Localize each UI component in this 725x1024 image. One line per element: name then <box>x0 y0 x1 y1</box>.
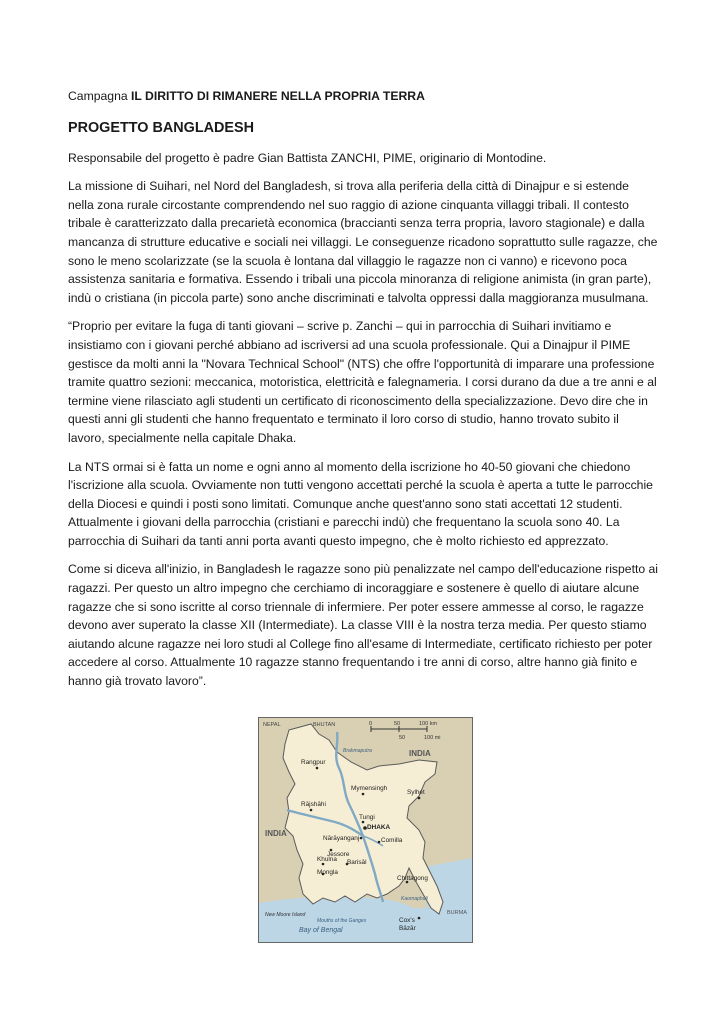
girls-paragraph: Come si diceva all'inizio, in Bangladesh le ragazze sono più penalizzate nel campo dell'educazione rispetto ai ragazzi. Per questo un altro impegno che cerchiamo di incoraggiare e sostenere è quello di aiutare alcune ragazze che si sono iscritte al corso triennale di infermiere. Per poter essere ammesse al corso, le ragazze devono aver superato la classe XII (Intermediate). La classe VIII è la nostra terza media. Per questo stiamo aiutando alcune ragazze nei loro studi al College fino all'esame di Intermediate, certificato richiesto per poter accedere al corso. Attualmente 10 ragazze stanno frequentando i tre anni di corso, altre hanno già finito e hanno già trovato lavoro”. <box>68 562 659 689</box>
scale-label-100mi: 100 mi <box>424 735 441 741</box>
bangladesh-map <box>258 717 473 943</box>
city-dot-rangpur <box>316 767 319 770</box>
scale-label-50: 50 <box>394 721 401 727</box>
city-narayanganj: Nārāyanganj <box>323 835 360 842</box>
document-page <box>68 80 658 701</box>
city-dot-coxs-bazar <box>418 917 421 920</box>
city-comilla: Comilla <box>381 837 403 844</box>
city-coxs: Cox's <box>399 917 415 924</box>
city-mymensingh: Mymensingh <box>351 785 388 792</box>
campaign-prefix: Campagna <box>68 89 132 103</box>
city-dot-rajshahi <box>310 809 313 812</box>
map-label-bhutan: BHUTAN <box>313 722 336 728</box>
city-dot-mymensingh <box>362 793 365 796</box>
scale-label-0: 0 <box>369 721 373 727</box>
city-dot-sylhet <box>418 797 421 800</box>
city-mongla: Mongla <box>317 869 338 876</box>
city-chittagong: Chittagong <box>397 875 428 882</box>
city-bazar: Bāzār <box>399 925 416 932</box>
city-rajshahi: Rājshāhi <box>301 801 326 808</box>
map-label-ganges-mouths: Mouths of the Ganges <box>317 918 367 924</box>
scale-label-100km: 100 km <box>419 721 438 727</box>
city-sylhet: Sylhet <box>407 789 425 796</box>
city-dot-narayanganj <box>360 837 363 840</box>
campaign-title: IL DIRITTO DI RIMANERE NELLA PROPRIA TERRA <box>131 89 425 103</box>
responsible-paragraph: Responsabile del progetto è padre Gian Battista ZANCHI, PIME, originario di Montodine. <box>68 150 547 165</box>
city-khulna: Khulna <box>317 856 337 863</box>
map-label-india-w: INDIA <box>265 829 287 838</box>
map-label-burma: BURMA <box>447 910 467 916</box>
city-dot-tungi <box>362 821 365 824</box>
project-title: PROGETTO BANGLADESH <box>68 119 255 136</box>
mission-paragraph: La missione di Suihari, nel Nord del Bangladesh, si trova alla periferia della città di Dinajpur e si estende nella zona rurale circostante comprendendo nel suo raggio di azione cinquanta villaggi tribali. Il contesto tribale è caratterizzato dalla precarietà economica (braccianti senza terra propria, lavoro stagionale) e dalla mancanza di strutture educative e sociali nei villaggi. Le conseguenze ricadono soprattutto sulle ragazze, che sono le meno scolarizzate (se la scuola è lontana dal villaggio le ragazze non ci vanno) e ricevono poca assistenza sanitaria e formativa. Essendo i tribali una piccola minoranza di religione animista (in gran parte), indù o cristiana (in piccola parte) sono anche discriminati e talvolta oppressi dalla maggioranza musulmana. <box>68 179 658 305</box>
campaign-line <box>68 87 658 106</box>
nts-paragraph: La NTS ormai si è fatta un nome e ogni anno al momento della iscrizione ho 40-50 giovani che chiedono l'iscrizione alla scuola. Ovviamente non tutti vengono accettati perché la scuola è aperta a tutte le parrocchie della Diocesi e quindi i posti sono limitati. Comunque anche quest'anno sono stati accettati 12 studenti. Attualmente i giovani della parrocchia (cristiani e parecchi indù) che frequentano la scuola sono 40. La parrocchia di Suihari da tanti anni porta avanti questo impegno, che è molto richiesto ed apprezzato. <box>68 459 653 548</box>
city-tungi: Tungi <box>359 814 375 821</box>
map-label-nepal: NEPAL <box>263 722 281 728</box>
map-label-india-ne: INDIA <box>409 749 431 758</box>
city-barisal: Barisāl <box>347 859 367 866</box>
city-dhaka: DHAKA <box>367 824 391 831</box>
quote-paragraph: “Proprio per evitare la fuga di tanti giovani – scrive p. Zanchi – qui in parrocchia di Suihari invitiamo e insistiamo con i giovani perché abbiano ad iscriversi ad una scuola professionale. Qui a Dinajpur il PIME gestisce da molti anni la "Novara Technical School" (NTS) che offre l'opportunità di imparare una professione tramite quattro sezioni: meccanica, motoristica, elettricità e falegnameria. I corsi durano da due a tre anni e al termine viene rilasciato agli studenti un certificato di riconoscimento della specializzazione. Devo dire che in questi anni gli studenti che hanno frequentato e terminato il loro corso di studio, hanno trovato subito il lavoro, specialmente nella capitale Dhaka. <box>68 319 657 445</box>
city-dot-khulna <box>322 863 325 866</box>
city-rangpur: Rangpur <box>301 759 326 766</box>
map-label-new-moore: New Moore Island <box>265 912 306 918</box>
city-dot-comilla <box>378 841 381 844</box>
city-jessore: Jessore <box>327 851 350 858</box>
map-label-brahmaputra: Brahmaputra <box>343 748 372 754</box>
map-label-bay: Bay of Bengal <box>299 927 343 934</box>
scale-label-50mi: 50 <box>399 735 406 741</box>
map-label-karnaphuli: Kaornaphuli <box>401 896 428 902</box>
